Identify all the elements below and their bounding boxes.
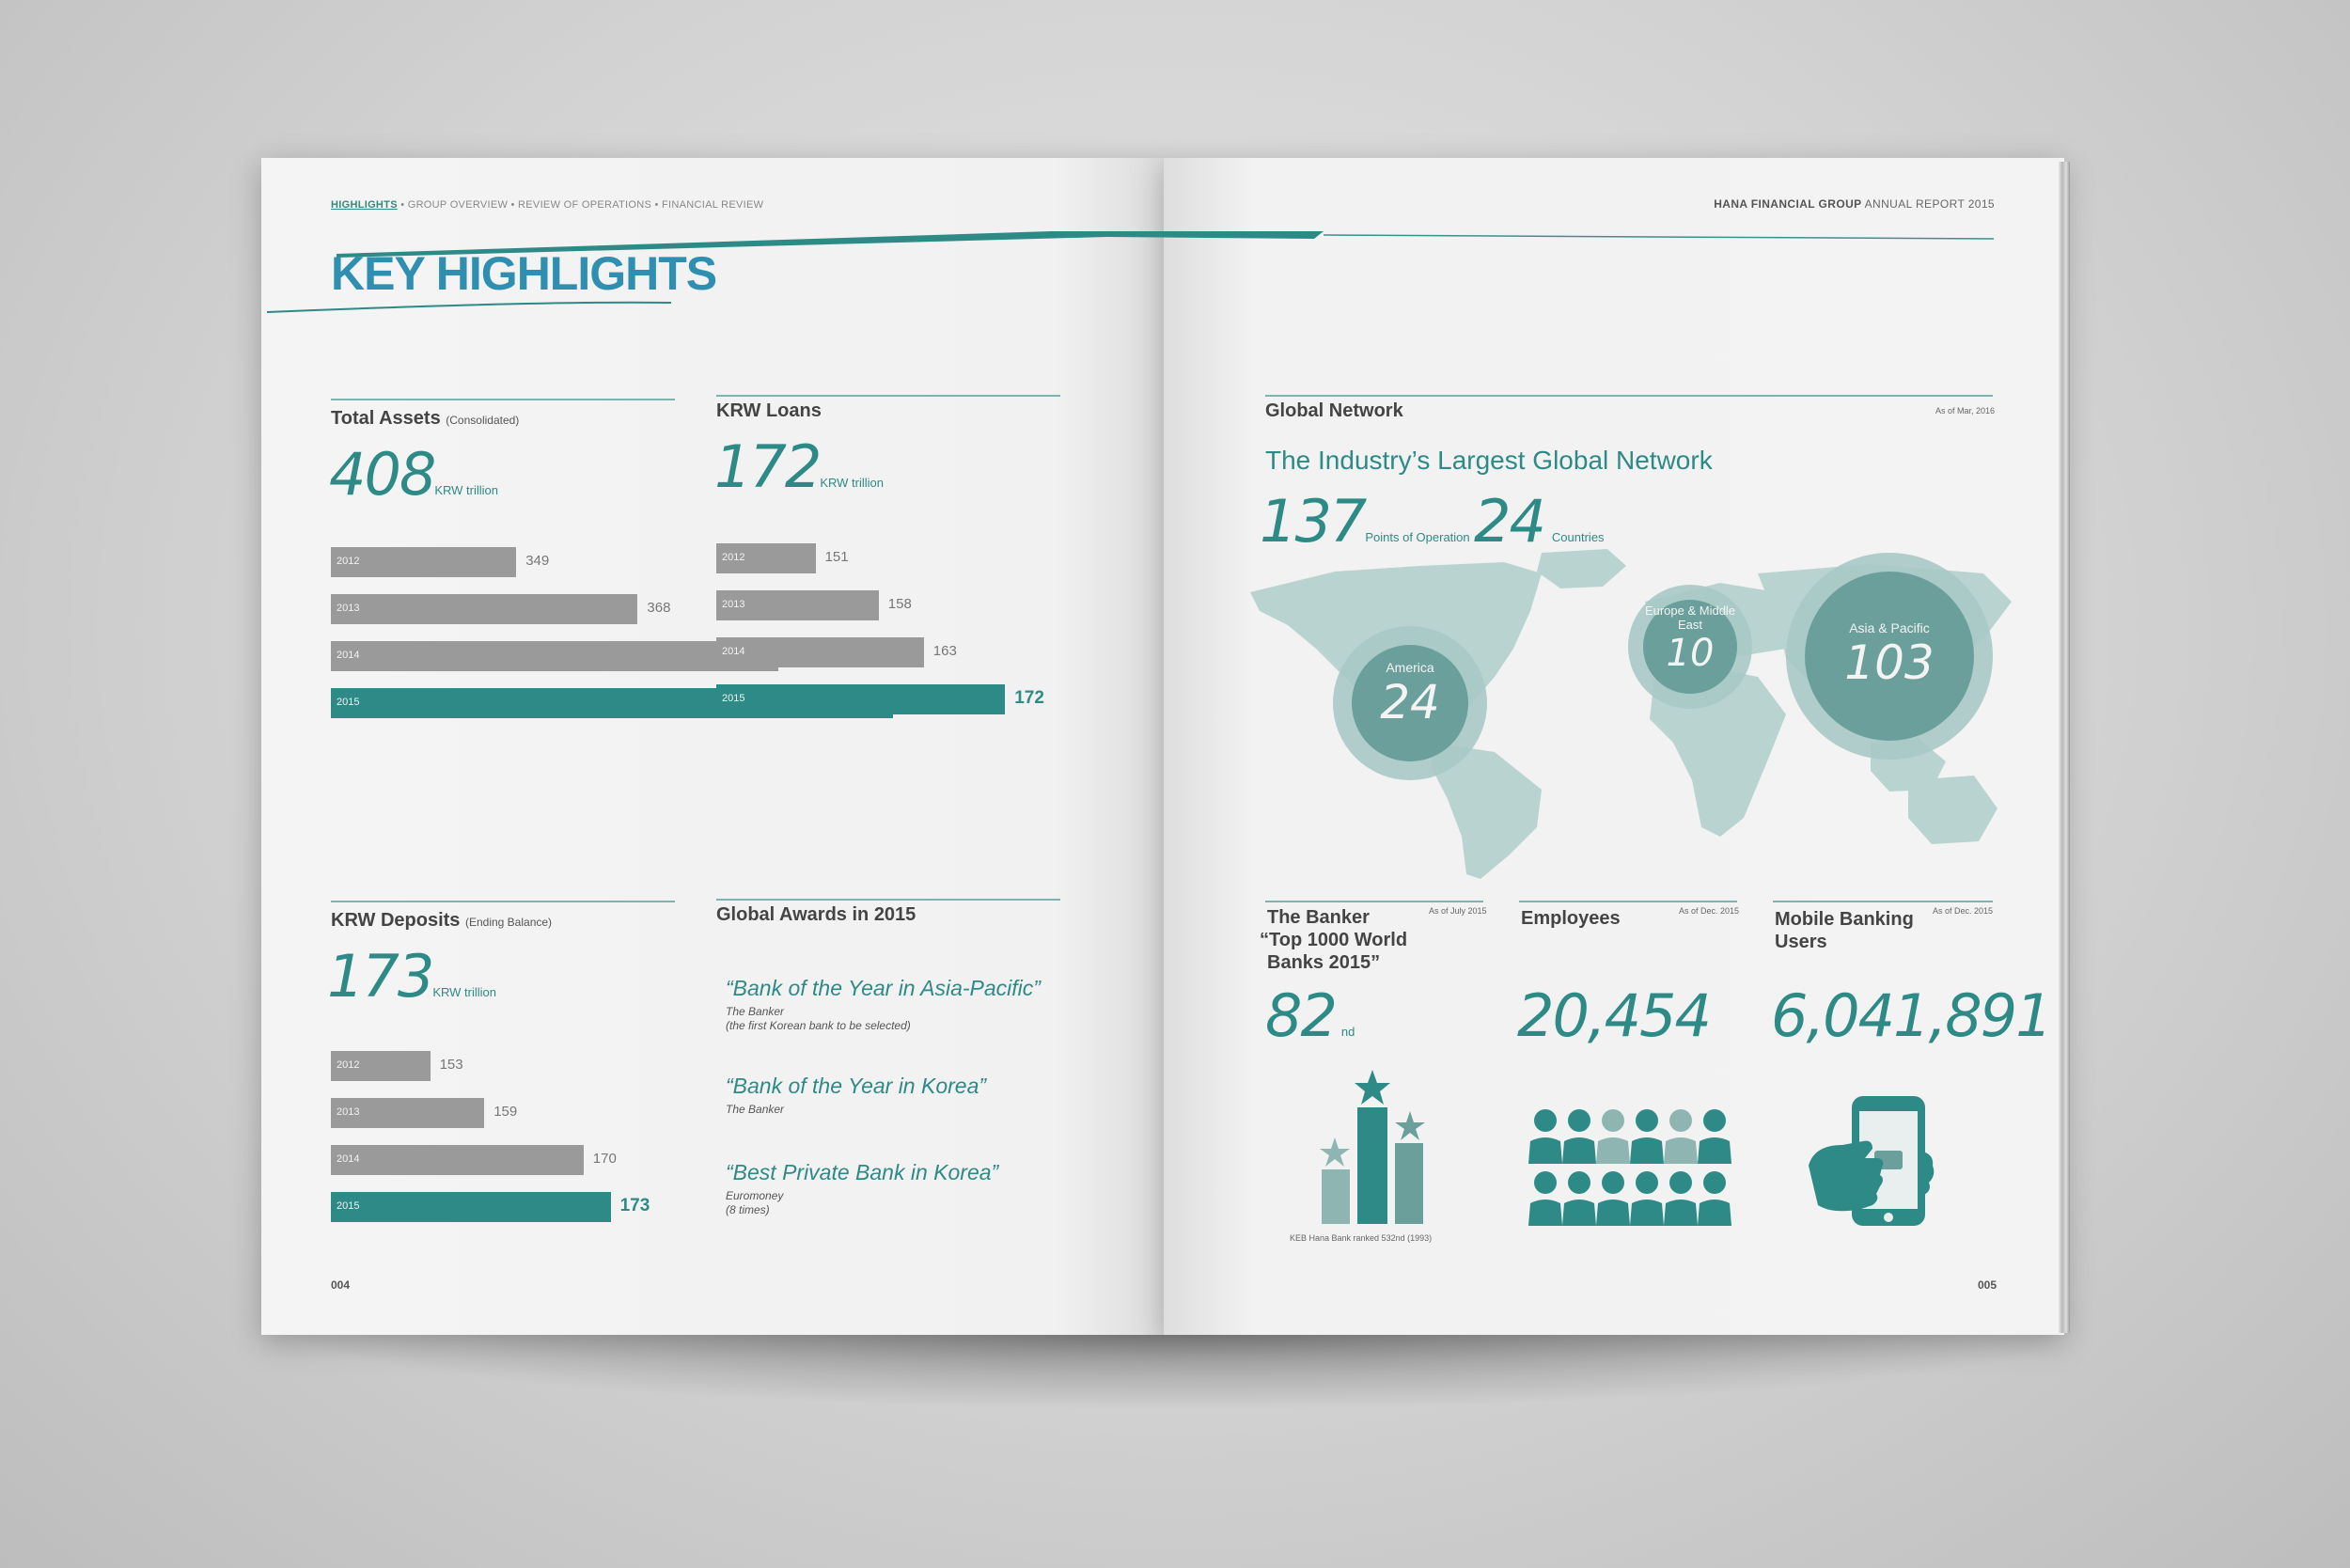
header-rule-right [1324, 235, 1994, 239]
running-head [1714, 197, 1995, 211]
network-rule [1265, 395, 1993, 397]
person-figure [1562, 1109, 1596, 1164]
banker-title-1: The Banker [1267, 907, 1370, 928]
banker-rule [1265, 901, 1483, 902]
banker-headline [1265, 981, 1355, 1050]
deposits-value: 173 [327, 942, 433, 1011]
total_assets-bar-year-2015: 2015 [337, 697, 360, 708]
mobile-asof: As of Dec. 2015 [1933, 906, 1994, 916]
mobile-title [1775, 908, 1914, 953]
person-figure [1698, 1171, 1731, 1226]
title-underline [267, 303, 671, 312]
krw_deposits-bar-value-2014: 170 [592, 1151, 617, 1167]
employees-title: Employees [1521, 908, 1621, 929]
krw_deposits-bar-value-2013: 159 [494, 1104, 518, 1120]
award-1 [726, 976, 1041, 1033]
person-body [1664, 1200, 1698, 1226]
krw_deposits-bar-2015 [331, 1192, 611, 1222]
person-head [1534, 1171, 1557, 1194]
banker-title [1260, 906, 1408, 974]
assets-bar-chart [331, 547, 707, 735]
person-figure [1528, 1109, 1562, 1164]
award-1-source: The Banker [726, 1005, 785, 1018]
banker-rank-suffix: nd [1340, 1025, 1355, 1039]
krw_loans-bar-2012 [716, 543, 816, 573]
krw_loans-bar-year-2015: 2015 [722, 693, 745, 704]
deposits-unit: KRW trillion [432, 985, 497, 999]
deposits-title-text: KRW Deposits [331, 910, 461, 931]
award-3-name: “Best Private Bank in Korea” [726, 1160, 999, 1184]
loans-bar-chart [716, 543, 1092, 731]
deposits-title [331, 910, 552, 932]
america-name: America [1386, 660, 1434, 675]
points-value: 137 [1260, 487, 1366, 556]
krw_deposits-bar-year-2014: 2014 [337, 1153, 360, 1165]
award-3-detail: (8 times) [726, 1203, 770, 1216]
krw_loans-bar-value-2014: 163 [932, 643, 957, 659]
banker-asof: As of July 2015 [1429, 906, 1487, 916]
america-value: 24 [1380, 675, 1440, 729]
person-figure [1596, 1109, 1630, 1164]
podium-star-right [1395, 1111, 1425, 1140]
mobile-rule [1773, 901, 1993, 902]
world-map [1231, 545, 2021, 884]
person-head [1636, 1109, 1658, 1132]
countries-label: Countries [1551, 530, 1605, 544]
awards-rule [716, 899, 1060, 901]
krw_loans-bar-value-2015: 172 [1014, 688, 1044, 708]
network-asof: As of Mar, 2016 [1935, 406, 1995, 416]
krw_deposits-bar-2013 [331, 1098, 484, 1128]
ranking-podium-icon [1314, 1066, 1436, 1226]
banker-title-3: Banks 2015” [1267, 952, 1381, 973]
australia-shape [1908, 776, 1998, 844]
person-figure [1630, 1109, 1664, 1164]
asia-name: Asia & Pacific [1849, 620, 1930, 635]
loans-headline [714, 432, 884, 501]
mobile-title-2: Users [1775, 932, 1827, 952]
network-subtitle: The Industry’s Largest Global Network [1265, 446, 1713, 475]
mobile-phone-icon [1805, 1092, 1946, 1233]
person-body [1698, 1137, 1731, 1164]
person-head [1703, 1109, 1726, 1132]
person-body [1596, 1137, 1630, 1164]
person-head [1568, 1171, 1590, 1194]
employees-rule [1519, 901, 1737, 902]
asia-value: 103 [1844, 635, 1935, 690]
krw_deposits-bar-year-2013: 2013 [337, 1106, 360, 1118]
employees-value: 20,454 [1517, 981, 1710, 1050]
person-figure [1528, 1171, 1562, 1226]
assets-headline [329, 440, 498, 509]
person-head [1636, 1171, 1658, 1194]
podium-bar-right [1395, 1143, 1423, 1224]
person-head [1669, 1171, 1692, 1194]
person-head [1703, 1171, 1726, 1194]
page-title: KEY HIGHLIGHTS [331, 247, 717, 300]
page-number-right: 005 [1978, 1278, 1998, 1292]
award-1-detail: (the first Korean bank to be selected) [726, 1019, 911, 1032]
employees-asof: As of Dec. 2015 [1679, 906, 1740, 916]
phone-button [1884, 1213, 1893, 1222]
podium-star-left [1320, 1137, 1350, 1167]
person-body [1528, 1200, 1562, 1226]
total_assets-bar-2013 [331, 594, 637, 624]
deposits-bar-chart [331, 1051, 707, 1239]
person-head [1534, 1109, 1557, 1132]
section-navigation [331, 199, 763, 211]
asia-label [1824, 620, 1955, 690]
countries-value: 24 [1474, 487, 1544, 556]
krw_deposits-bar-value-2012: 153 [439, 1057, 463, 1073]
america-label [1354, 660, 1466, 729]
krw_loans-bar-year-2012: 2012 [722, 552, 745, 563]
person-body [1562, 1200, 1596, 1226]
person-figure [1630, 1171, 1664, 1226]
assets-value: 408 [329, 440, 435, 509]
europe-name: Europe & Middle East [1644, 604, 1736, 632]
banker-rank: 82 [1265, 981, 1336, 1050]
points-label: Points of Operation [1365, 530, 1470, 544]
person-figure [1562, 1171, 1596, 1226]
people-group-icon [1528, 1105, 1735, 1226]
page-number-left: 004 [331, 1278, 351, 1292]
total_assets-bar-year-2012: 2012 [337, 556, 360, 567]
award-2 [726, 1074, 986, 1117]
running-head-report: ANNUAL REPORT 2015 [1861, 197, 1995, 211]
krw_deposits-bar-2012 [331, 1051, 431, 1081]
mobile-title-1: Mobile Banking [1775, 909, 1914, 930]
person-figure [1664, 1109, 1698, 1164]
assets-title-text: Total Assets [331, 408, 441, 429]
greenland-shape [1537, 549, 1626, 588]
person-body [1664, 1137, 1698, 1164]
europe-value: 10 [1666, 632, 1715, 675]
loans-value: 172 [714, 432, 821, 501]
person-figure [1698, 1109, 1731, 1164]
europe-label [1643, 604, 1737, 675]
banker-footnote: KEB Hana Bank ranked 532nd (1993) [1290, 1233, 1433, 1243]
loans-unit: KRW trillion [820, 476, 885, 490]
award-1-name: “Bank of the Year in Asia-Pacific” [726, 976, 1041, 1000]
total_assets-bar-year-2013: 2013 [337, 603, 360, 614]
mobile-value: 6,041,891 [1771, 981, 2051, 1050]
krw_loans-bar-2013 [716, 590, 879, 620]
page-stack [2059, 162, 2070, 1333]
running-head-brand: HANA FINANCIAL GROUP [1714, 197, 1862, 211]
nav-current-highlights[interactable]: HIGHLIGHTS [331, 199, 398, 211]
assets-note: (Consolidated) [446, 414, 520, 427]
person-body [1562, 1137, 1596, 1164]
total_assets-bar-2014 [331, 641, 778, 671]
network-title: Global Network [1265, 400, 1403, 421]
person-body [1528, 1137, 1562, 1164]
deposits-rule [331, 901, 675, 902]
person-figure [1596, 1171, 1630, 1226]
assets-title [331, 408, 519, 430]
deposits-note: (Ending Balance) [464, 916, 553, 929]
podium-bar-center [1357, 1107, 1387, 1224]
award-3-source: Euromoney [726, 1189, 784, 1202]
krw_deposits-bar-value-2015: 173 [619, 1196, 650, 1215]
krw_loans-bar-2014 [716, 637, 924, 667]
person-head [1602, 1109, 1624, 1132]
total_assets-bar-value-2012: 349 [525, 553, 550, 569]
award-3 [726, 1160, 998, 1217]
total_assets-bar-value-2013: 368 [647, 600, 671, 616]
person-head [1568, 1109, 1590, 1132]
awards-title: Global Awards in 2015 [716, 904, 916, 925]
person-body [1596, 1200, 1630, 1226]
krw_loans-bar-value-2012: 151 [824, 549, 849, 565]
loans-title: KRW Loans [716, 400, 822, 421]
nav-other-sections: • GROUP OVERVIEW • REVIEW OF OPERATIONS • FINANCIAL REVIEW [397, 199, 764, 211]
krw_loans-bar-year-2014: 2014 [722, 646, 745, 657]
person-body [1630, 1137, 1664, 1164]
total_assets-bar-2012 [331, 547, 516, 577]
krw_loans-bar-2015 [716, 684, 1005, 714]
deposits-headline [327, 942, 496, 1011]
krw_loans-bar-value-2013: 158 [887, 596, 912, 612]
award-2-source: The Banker [726, 1103, 785, 1116]
total_assets-bar-year-2014: 2014 [337, 650, 360, 661]
krw_deposits-bar-2014 [331, 1145, 584, 1175]
assets-rule [331, 399, 675, 400]
person-head [1669, 1109, 1692, 1132]
podium-bar-left [1322, 1169, 1350, 1224]
krw_loans-bar-year-2013: 2013 [722, 599, 745, 610]
krw_deposits-bar-year-2015: 2015 [337, 1200, 360, 1212]
person-body [1630, 1200, 1664, 1226]
person-body [1698, 1200, 1731, 1226]
podium-star-center [1355, 1070, 1390, 1105]
person-head [1602, 1171, 1624, 1194]
loans-rule [716, 395, 1060, 397]
krw_deposits-bar-year-2012: 2012 [337, 1059, 360, 1071]
person-figure [1664, 1171, 1698, 1226]
banker-title-2: “Top 1000 World [1260, 930, 1408, 950]
award-2-name: “Bank of the Year in Korea” [726, 1074, 987, 1098]
thumb-shape [1918, 1151, 1934, 1196]
assets-unit: KRW trillion [434, 483, 499, 497]
